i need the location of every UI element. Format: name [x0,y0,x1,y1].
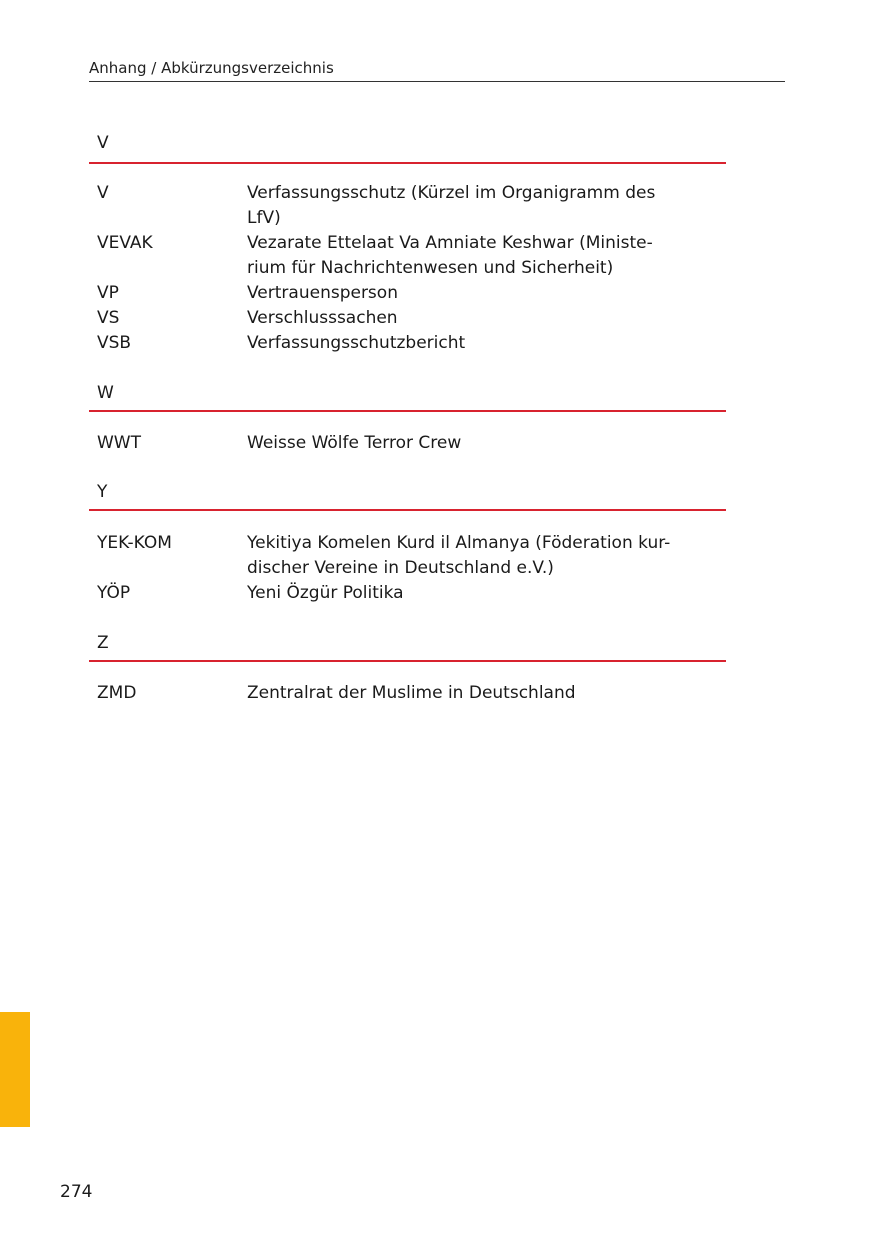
entry-definition-line: Verschlusssachen [247,308,398,328]
entry-definition-line: LfV) [247,208,281,228]
entry-definition-line: Vertrauensperson [247,283,398,303]
entry-definition [247,231,717,281]
running-header [89,59,785,82]
entry-definition-line: Weisse Wölfe Terror Crew [247,433,462,453]
entry-definition-line: Zentralrat der Muslime in Deutschland [247,683,576,703]
entry-abbreviation: VS [97,308,120,328]
entry-definition-line: discher Vereine in Deutschland e.V.) [247,558,554,578]
entry-definition-line: Verfassungsschutzbericht [247,333,466,353]
entry-definition [247,331,717,356]
entry-definition-line: Vezarate Ettelaat Va Amniate Keshwar (Ministe- [247,233,653,253]
section-letter-v: V [97,133,109,153]
entry-definition [247,431,717,456]
entry-definition [247,306,717,331]
entry-definition [247,681,717,706]
entry-abbreviation: ZMD [97,683,137,703]
entry-abbreviation: YÖP [97,583,131,603]
running-header-title: Anhang / Abkürzungsverzeichnis [89,59,334,77]
section-letter-w: W [97,383,114,403]
entry-definition [247,531,717,581]
section-letter-z: Z [97,633,109,653]
section-letter-y: Y [97,482,108,502]
section-divider-w [89,410,726,412]
entry-abbreviation: YEK-KOM [97,533,172,553]
section-divider-y [89,509,726,511]
entry-definition [247,281,717,306]
entry-definition-line: Yekitiya Komelen Kurd il Almanya (Föderation kur- [247,533,671,553]
entry-definition [247,181,717,231]
entry-definition-line: Verfassungsschutz (Kürzel im Organigramm des [247,183,656,203]
entry-definition [247,581,717,606]
entry-abbreviation: VSB [97,333,132,353]
entry-abbreviation: VEVAK [97,233,153,253]
entry-abbreviation: VP [97,283,119,303]
entry-abbreviation: V [97,183,109,203]
entry-definition-line: rium für Nachrichtenwesen und Sicherheit) [247,258,614,278]
section-divider-z [89,660,726,662]
entry-abbreviation: WWT [97,433,142,453]
chapter-tab-marker [0,1012,30,1127]
section-divider-v [89,162,726,164]
page-number: 274 [60,1182,93,1202]
entry-definition-line: Yeni Özgür Politika [247,583,404,603]
